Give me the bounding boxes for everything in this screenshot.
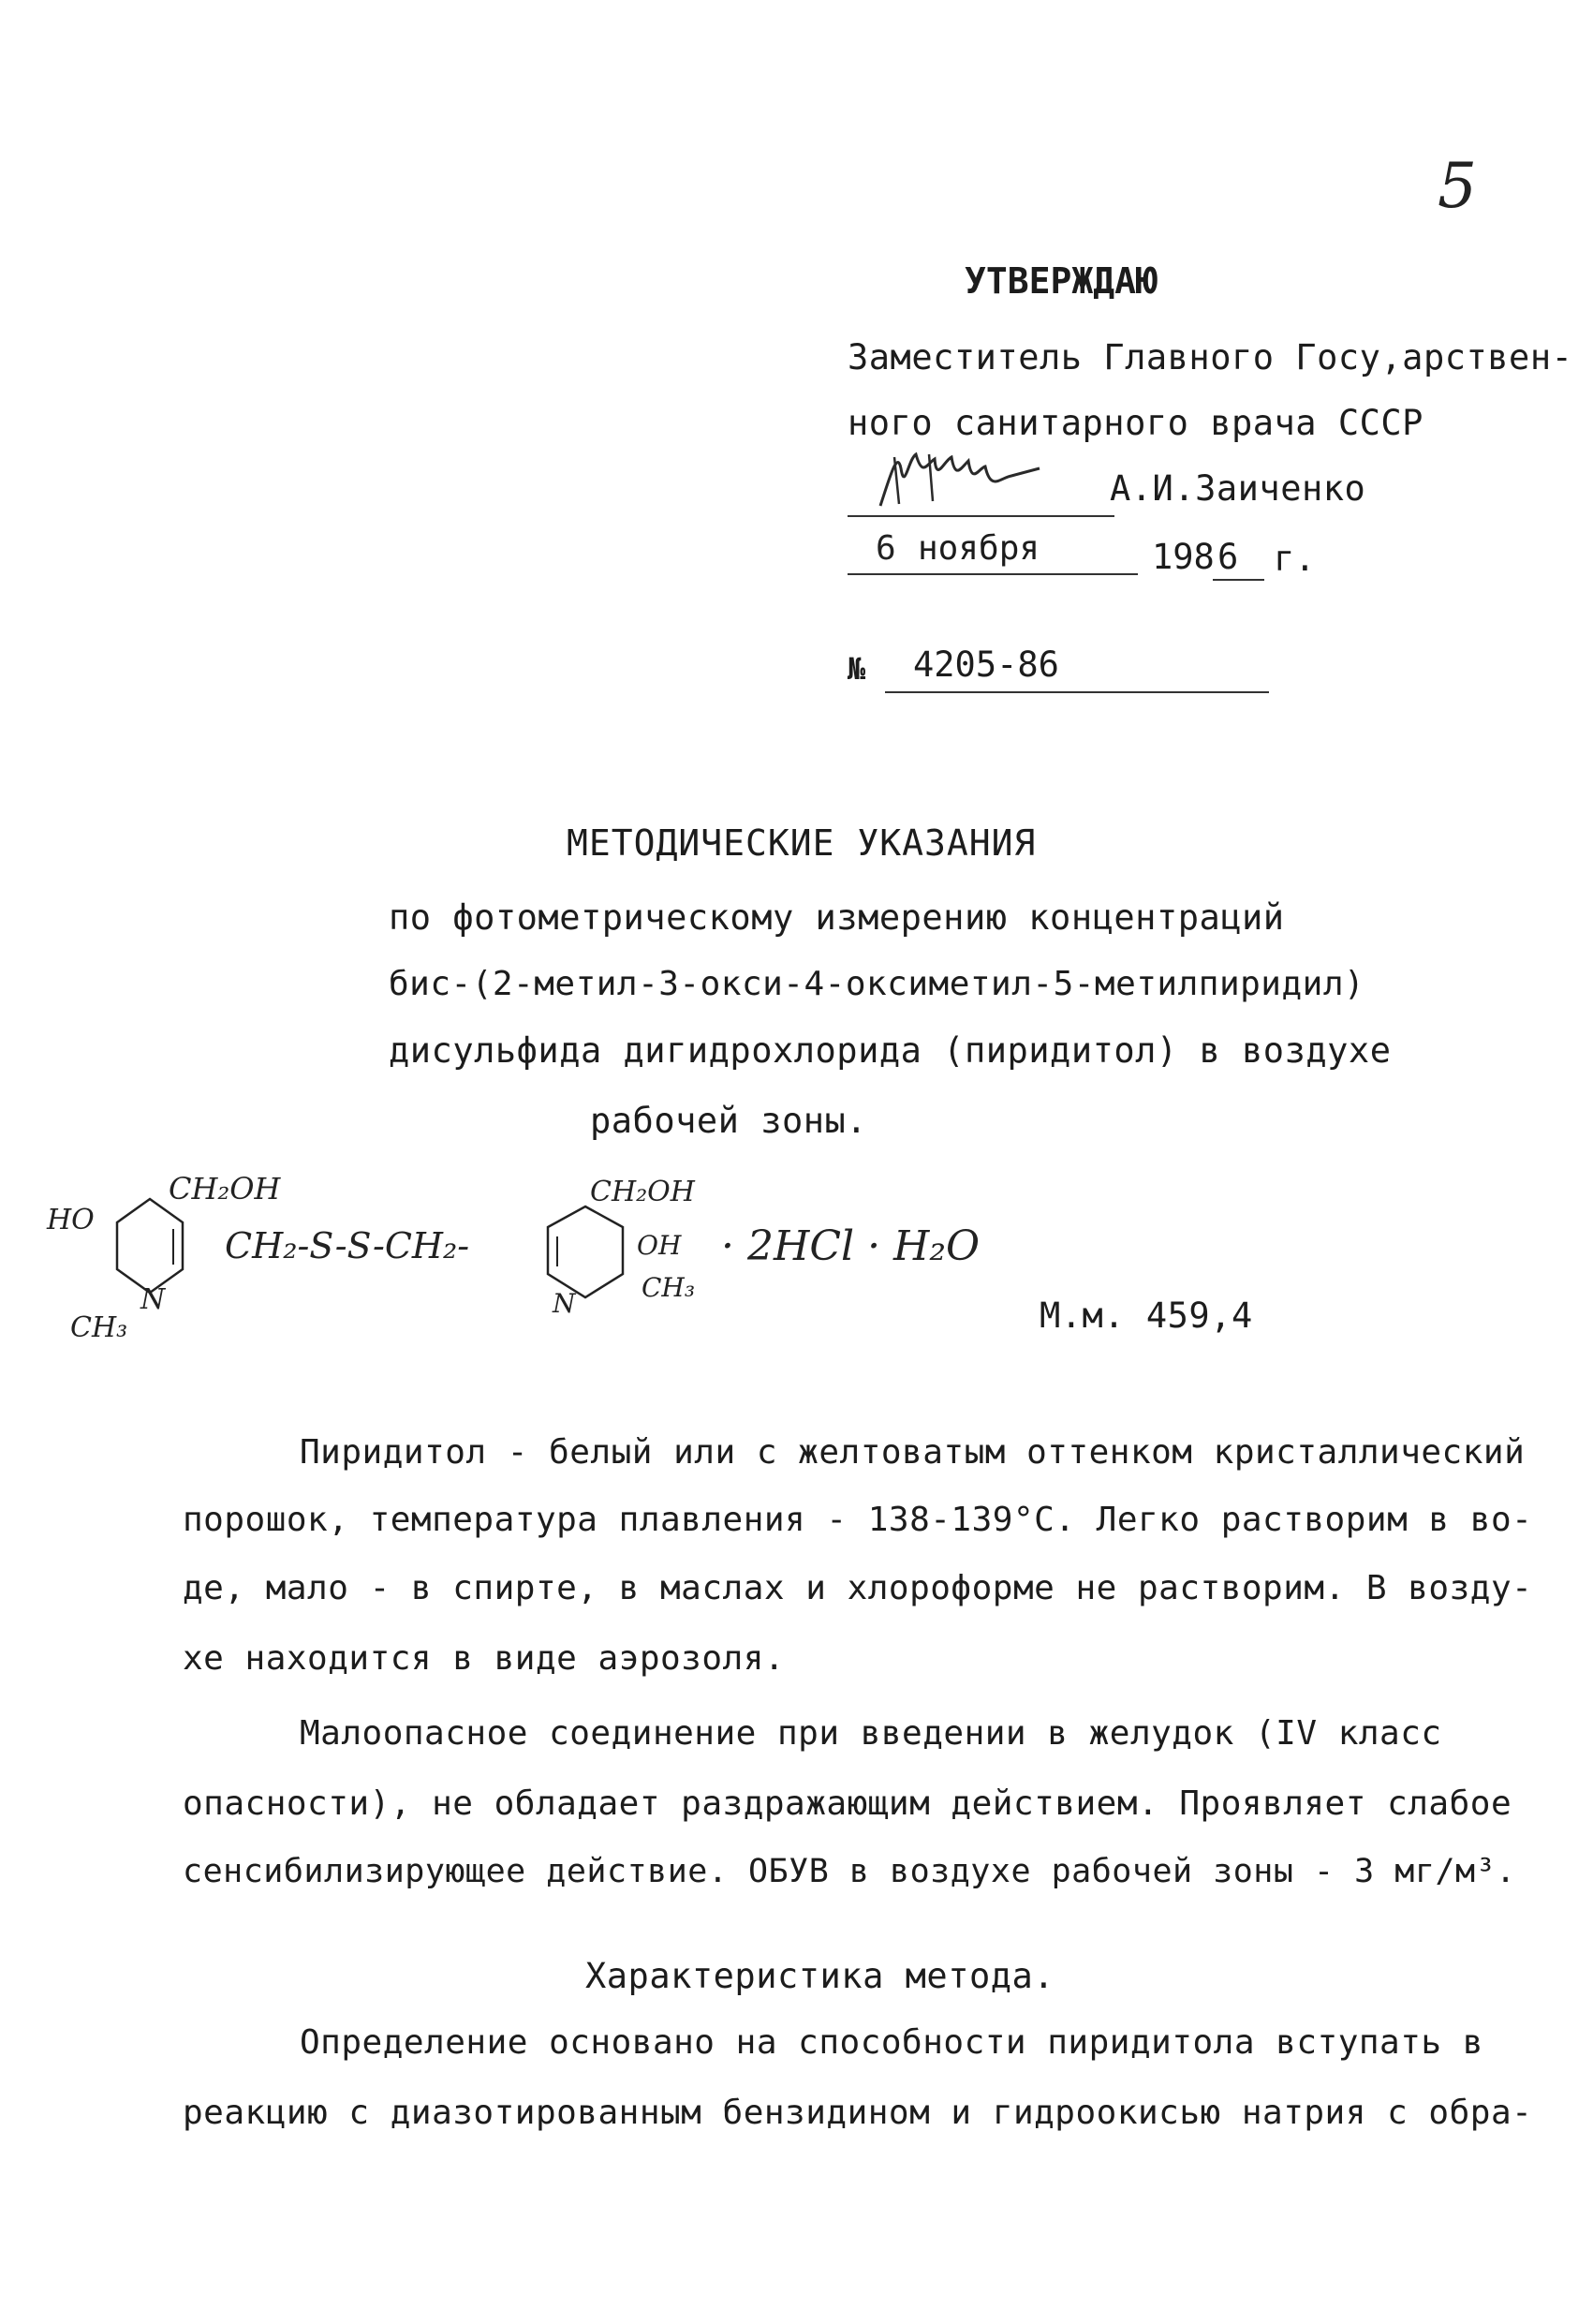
formula-salt: · 2HCl · H₂O <box>721 1222 981 1270</box>
title-line-1: по фотометрическому измерению концентраций <box>389 897 1285 938</box>
formula-chain: CH₂-S-S-CH₂- <box>225 1225 470 1266</box>
formula-n-left: N <box>140 1283 166 1316</box>
title-line-3: дисульфида дигидрохлорида (пиридитол) в воздухе <box>389 1030 1392 1071</box>
p3-line-1: Определение основано на способности пиридитола вступать в <box>300 2023 1483 2062</box>
date-day-underline <box>848 573 927 575</box>
signature <box>871 440 1096 515</box>
document-title: МЕТОДИЧЕСКИЕ УКАЗАНИЯ <box>567 822 1037 864</box>
formula-ch2oh-right: CH₂OH <box>590 1176 695 1208</box>
approval-line-2: ного санитарного врача СССР <box>848 403 1423 443</box>
formula-ring-right <box>534 1199 637 1321</box>
date-year-prefix: 198 <box>1152 537 1215 577</box>
signature-underline <box>848 515 1114 517</box>
number-sign: № <box>848 651 866 687</box>
date-year-label: г. <box>1274 539 1316 579</box>
molar-mass: М.м. 459,4 <box>1040 1295 1253 1336</box>
document-number-underline <box>885 691 1269 693</box>
date-year-underline <box>1213 579 1264 581</box>
page-number: 5 <box>1438 150 1477 222</box>
document-number: 4205-86 <box>913 644 1059 685</box>
title-line-2: бис-(2-метил-3-окси-4-оксиметил-5-метилпиридил) <box>389 965 1365 1003</box>
formula-ch3-left: CH₃ <box>70 1311 128 1344</box>
p2-line-2: опасности), не обладает раздражающим действием. Проявляет слабое <box>183 1784 1512 1823</box>
p1-line-3: де, мало - в спирте, в маслах и хлороформе не растворим. В возду- <box>183 1569 1533 1607</box>
title-line-4: рабочей зоны. <box>590 1101 868 1141</box>
p1-line-1: Пиридитол - белый или с желтоватым оттенком кристаллический <box>300 1433 1526 1472</box>
approver-name: А.И.Заиченко <box>1110 468 1366 509</box>
formula-ho: HO <box>47 1204 95 1236</box>
formula-n-right: N <box>553 1288 576 1319</box>
date-year-suffix: 6 <box>1217 537 1239 577</box>
approval-line-1: Заместитель Главного Госу,арствен- <box>848 337 1573 377</box>
p2-line-3: сенсибилизирующее действие. ОБУВ в воздухе рабочей зоны - 3 мг/м³. <box>183 1853 1516 1890</box>
date-month: ноября <box>918 529 1040 568</box>
p1-line-2: порошок, температура плавления - 138-139°С. Легко растворим в во- <box>183 1501 1533 1539</box>
formula-oh-right: OH <box>637 1230 682 1261</box>
p2-line-1: Малоопасное соединение при введении в желудок (IV класс <box>300 1714 1442 1753</box>
formula-ch2oh-left: CH₂OH <box>169 1171 281 1206</box>
date-month-underline <box>927 573 1138 575</box>
section-heading: Характеристика метода. <box>585 1956 1055 1996</box>
approval-heading: УТВЕРЖДАЮ <box>965 260 1158 302</box>
date-day: 6 <box>876 529 896 568</box>
p3-line-2: реакцию с диазотированным бензидином и гидроокисью натрия с обра- <box>183 2094 1533 2132</box>
formula-ring-left <box>94 1190 206 1321</box>
formula-ch3-right: CH₃ <box>642 1272 696 1303</box>
p1-line-4: хе находится в виде аэрозоля. <box>183 1639 786 1678</box>
